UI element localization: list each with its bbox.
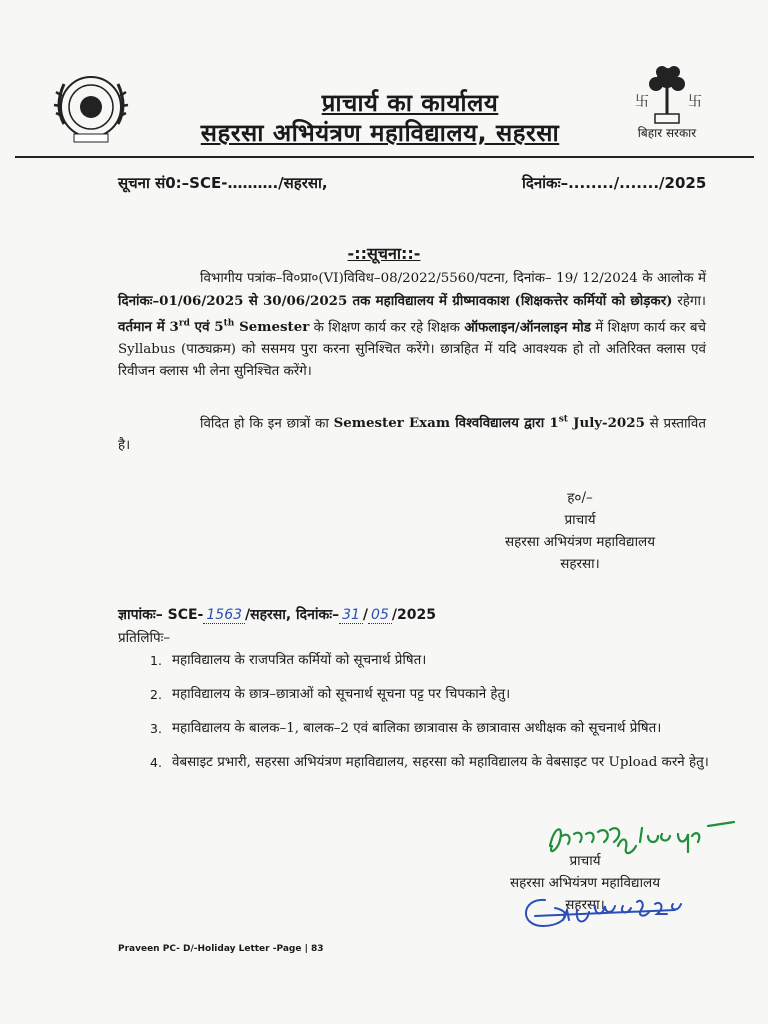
list-item: 1. महाविद्यालय के राजपत्रित कर्मियों को सूचनार्थ प्रेषित। <box>150 653 427 668</box>
notice-date: दिनांकः–......../......./2025 <box>522 174 707 192</box>
institution-city: सहरसा। <box>565 897 605 913</box>
footer-text: Praveen PC- D/-Holiday Letter -Page | 83 <box>118 944 324 954</box>
copy-label: प्रतिलिपिः– <box>118 630 171 646</box>
signed-mark: ह०/– <box>567 490 593 506</box>
designation: प्राचार्य <box>569 853 601 869</box>
para1-text: रहेगा। <box>672 294 706 309</box>
blue-handwritten-initials <box>515 890 695 938</box>
semester-note: वर्तमान में 3rd एवं 5th Semester <box>118 319 310 336</box>
list-item: 4. वेबसाइट प्रभारी, सहरसा अभियंत्रण महाविद्यालय, सहरसा को महाविद्यालय के वेबसाइट पर Upload करने हेतु। <box>150 755 709 770</box>
memo-day: 31 <box>339 607 363 624</box>
memo-reference: ज्ञापांकः– SCE- 1563 /सहरसा, दिनांकः– 31 / 05 /2025 <box>118 607 436 623</box>
header-divider <box>15 156 754 158</box>
designation: प्राचार्य <box>564 512 596 528</box>
list-item: 3. महाविद्यालय के बालक–1, बालक–2 एवं बालिका छात्रावास के छात्रावास अधीक्षक को सूचनार्थ प्रेषित। <box>150 721 662 736</box>
vacation-period: दिनांकः–01/06/2025 से 30/06/2025 तक महाविद्यालय में ग्रीष्मावकाश (शिक्षकत्तेर कर्मियों को छोड़कर) <box>118 293 673 309</box>
office-title: प्राचार्य का कार्यालय <box>321 89 499 117</box>
svg-text:卐: 卐 <box>635 94 649 110</box>
para1-text: में शिक्षण कार्य कर बचे Syllabus (पाठ्यक्रम) को ससमय पुरा करना सुनिश्चित करेंगे। छात्रहित में यदि आवश्यक हो तो अतिरिक्त क्लास एवं रिवीजन क्लास भी लेना सुनिश्चित करेंगे। <box>118 320 706 380</box>
copy-list <box>150 650 710 786</box>
notice-paragraph-2: विदित हो कि इन छात्रों का Semester Exam विश्वविद्यालय द्वारा 1st July-2025 से प्रस्तावित है। <box>118 415 706 454</box>
svg-text:卐: 卐 <box>688 94 702 110</box>
para1-text: विभागीय पत्रांक–वि०प्रा०(VI)विविध–08/2022/5560/पटना, दिनांक– 19/ 12/2024 के आलोक में <box>200 271 706 286</box>
notice-reference-number: सूचना सं0:–SCE-………./सहरसा, <box>118 174 328 192</box>
memo-month: 05 <box>368 607 392 624</box>
exam-note: Semester Exam विश्वविद्यालय द्वारा 1st July-2025 <box>333 415 645 432</box>
government-name: बिहार सरकार <box>637 126 697 140</box>
institution-name: सहरसा अभियंत्रण महाविद्यालय <box>504 534 656 550</box>
memo-number: 1563 <box>203 607 245 624</box>
notice-paragraph-1 <box>118 268 706 383</box>
college-emblem-icon <box>50 66 132 148</box>
institution-city: सहरसा। <box>560 556 600 572</box>
teaching-mode: ऑफलाइन/ऑनलाइन मोड <box>464 319 591 336</box>
para1-text: के शिक्षण कार्य कर रहे शिक्षक <box>309 320 465 336</box>
notice-heading: -::सूचना::- <box>347 244 421 263</box>
list-item: 2. महाविद्यालय के छात्र–छात्राओं को सूचनार्थ सूचना पट्ट पर चिपकाने हेतु। <box>150 687 511 702</box>
institution-name: सहरसा अभियंत्रण महाविद्यालय <box>509 875 661 891</box>
college-title: सहरसा अभियंत्रण महाविद्यालय, सहरसा <box>200 119 560 147</box>
principal-signature-block <box>480 487 680 575</box>
